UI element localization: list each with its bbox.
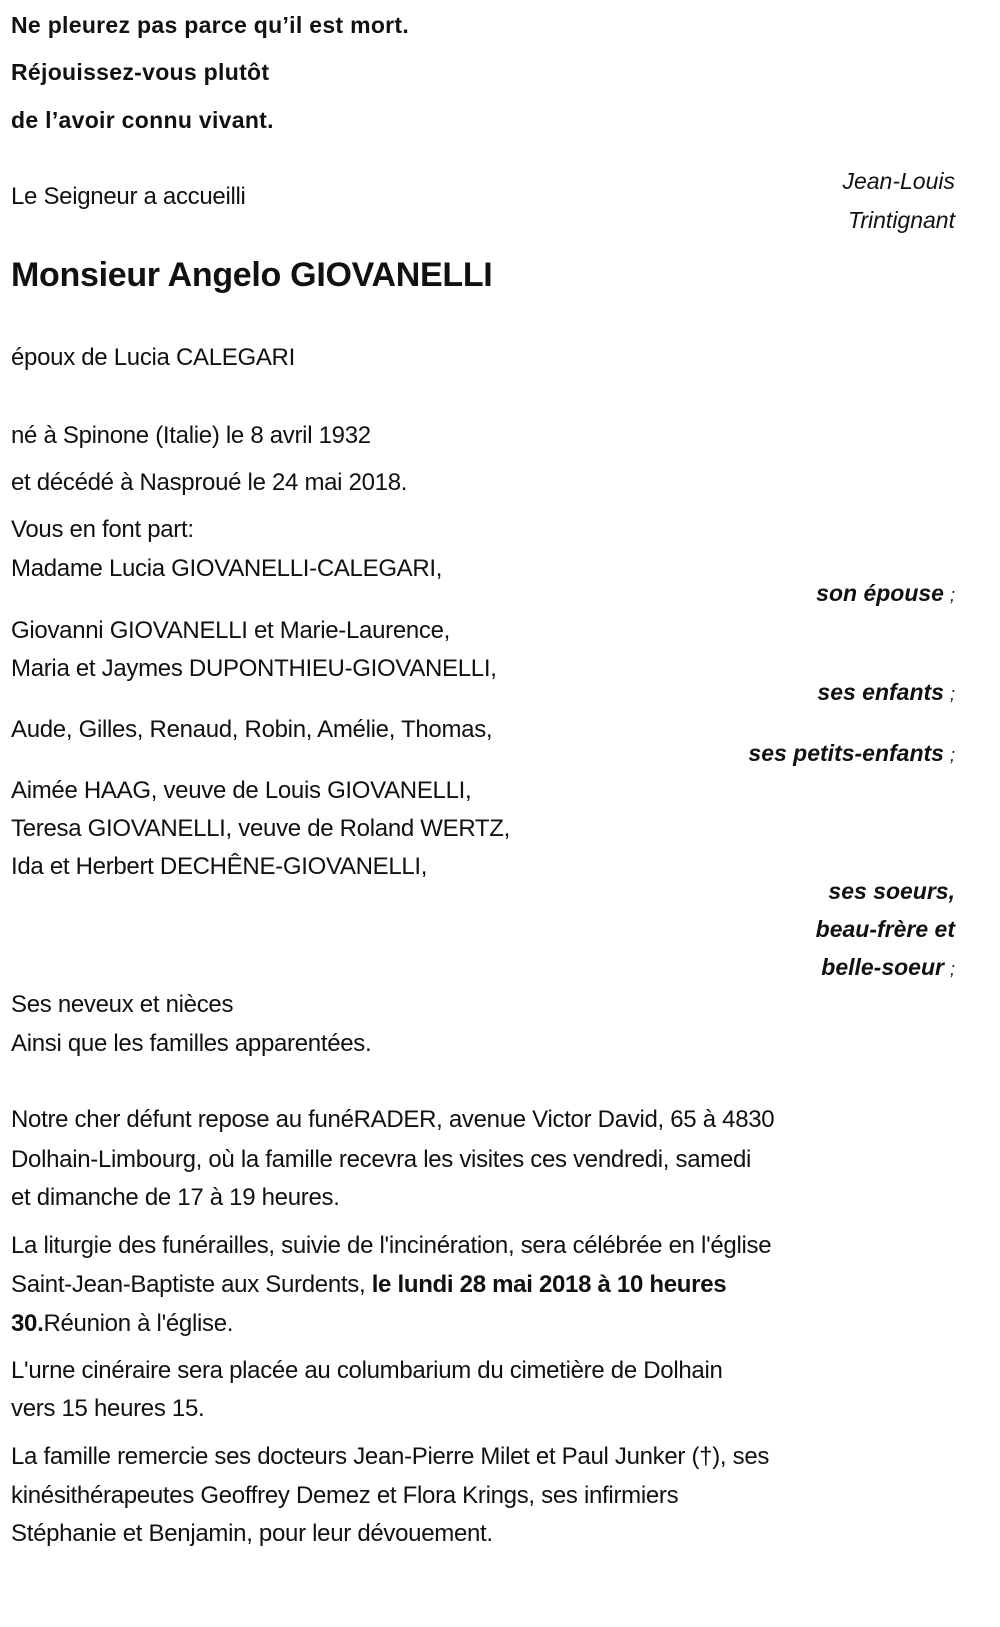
death-line: et décédé à Nasproué le 24 mai 2018. <box>11 469 408 496</box>
urn-line: vers 15 heures 15. <box>11 1395 205 1422</box>
family-name: Teresa GIOVANELLI, veuve de Roland WERTZ, <box>11 815 511 842</box>
visit-line: Dolhain-Limbourg, où la famille recevra les visites ces vendredi, samedi <box>11 1146 752 1173</box>
quote-author: Jean-Louis <box>842 168 955 194</box>
spouse-line: époux de Lucia CALEGARI <box>11 344 295 371</box>
intro-text: Le Seigneur a accueilli <box>11 183 246 210</box>
visit-line: et dimanche de 17 à 19 heures. <box>11 1184 340 1211</box>
family-name: Aude, Gilles, Renaud, Robin, Amélie, Thomas, <box>11 716 493 743</box>
quote-line: Ne pleurez pas parce qu’il est mort. <box>11 12 410 38</box>
thanks-line: Stéphanie et Benjamin, pour leur dévouement. <box>11 1520 493 1547</box>
urn-line: L'urne cinéraire sera placée au columbarium du cimetière de Dolhain <box>11 1357 723 1384</box>
family-relation: ses enfants ; <box>817 679 955 705</box>
quote-author: Trintignant <box>848 207 955 233</box>
birth-line: né à Spinone (Italie) le 8 avril 1932 <box>11 422 371 449</box>
ceremony-time: 30. <box>11 1310 44 1337</box>
family-name: Giovanni GIOVANELLI et Marie-Laurence, <box>11 617 451 644</box>
family-name: Ida et Herbert DECHÊNE-GIOVANELLI, <box>11 853 428 880</box>
others-line: Ses neveux et nièces <box>11 991 234 1018</box>
deceased-name: Monsieur Angelo GIOVANELLI <box>11 256 493 294</box>
family-relation: belle-soeur ; <box>821 954 955 980</box>
family-relation: son épouse ; <box>816 580 955 606</box>
family-name: Aimée HAAG, veuve de Louis GIOVANELLI, <box>11 777 472 804</box>
others-line: Ainsi que les familles apparentées. <box>11 1030 372 1057</box>
thanks-line: La famille remercie ses docteurs Jean-Pierre Milet et Paul Junker (†), ses <box>11 1443 770 1470</box>
quote-line: Réjouissez-vous plutôt <box>11 59 270 85</box>
visit-line: Notre cher défunt repose au funéRADER, avenue Victor David, 65 à 4830 <box>11 1106 775 1133</box>
family-relation: ses soeurs, <box>828 878 955 904</box>
liturgy-line: La liturgie des funérailles, suivie de l'incinération, sera célébrée en l'église <box>11 1232 772 1259</box>
ceremony-date: le lundi 28 mai 2018 à 10 heures <box>371 1271 727 1298</box>
family-relation: beau-frère et <box>815 916 955 942</box>
family-name: Madame Lucia GIOVANELLI-CALEGARI, <box>11 555 443 582</box>
liturgy-line: 30.Réunion à l'église. <box>11 1310 234 1337</box>
quote-line: de l’avoir connu vivant. <box>11 107 274 133</box>
family-relation: ses petits-enfants ; <box>748 740 955 766</box>
liturgy-line: Saint-Jean-Baptiste aux Surdents, le lundi 28 mai 2018 à 10 heures <box>11 1271 727 1298</box>
announce-line: Vous en font part: <box>11 516 194 543</box>
thanks-line: kinésithérapeutes Geoffrey Demez et Flora Krings, ses infirmiers <box>11 1482 679 1509</box>
family-name: Maria et Jaymes DUPONTHIEU-GIOVANELLI, <box>11 655 497 682</box>
